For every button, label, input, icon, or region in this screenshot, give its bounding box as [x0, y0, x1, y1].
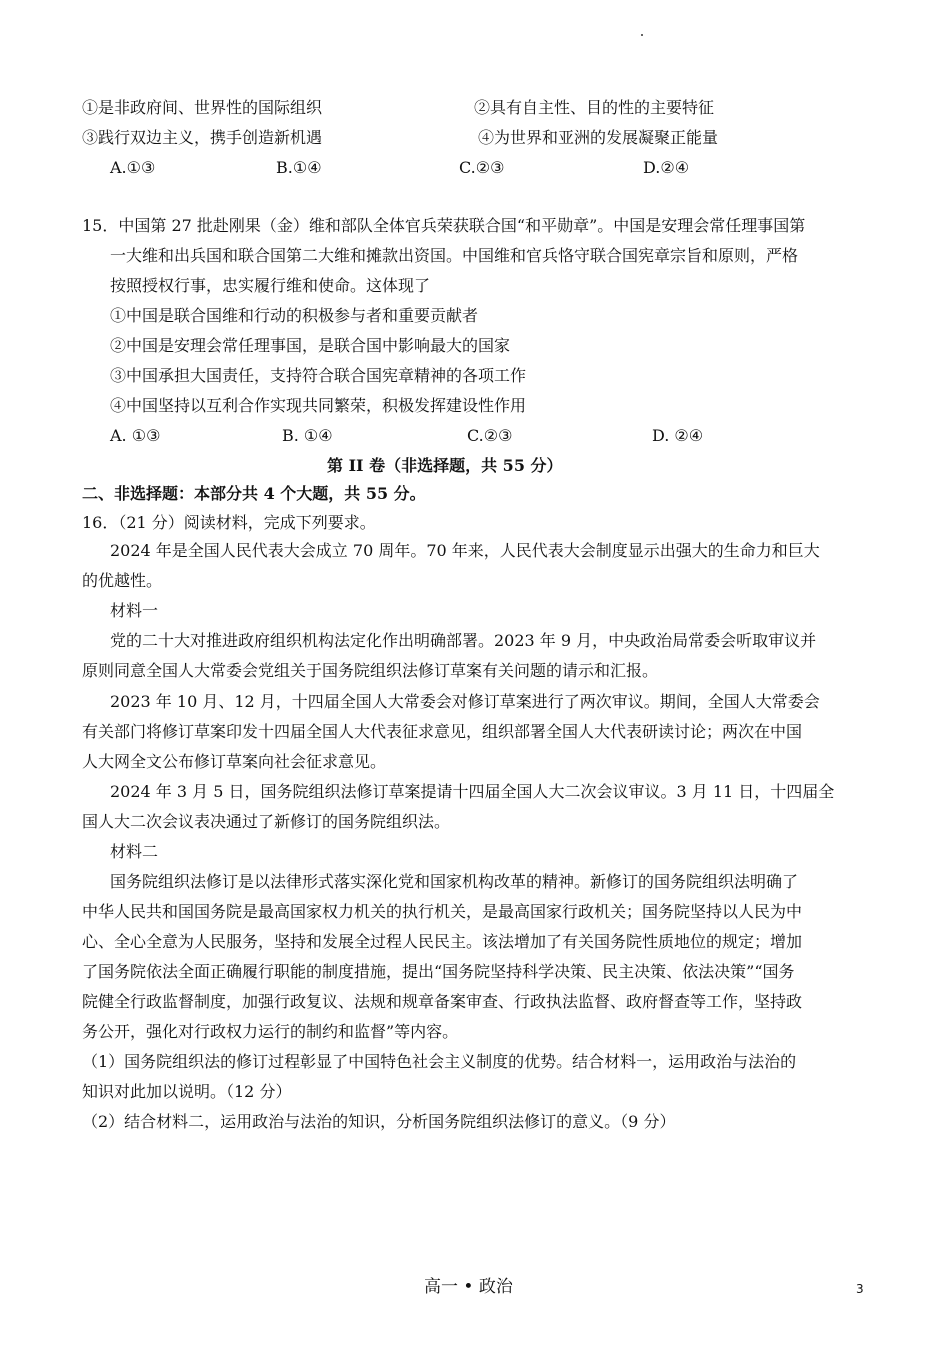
q15-option-3: ③中国承担大国责任，支持符合联合国宪章精神的各项工作 — [110, 366, 527, 385]
footer-subject: 高一 • 政治 — [424, 1277, 513, 1297]
header-dot — [641, 34, 643, 36]
m1-p1-line-2: 原则同意全国人大常委会党组关于国务院组织法修订草案有关问题的请示和汇报。 — [82, 661, 659, 680]
q14-option-2: ②具有自主性、目的性的主要特征 — [474, 98, 715, 117]
m2-p1-line-4: 了国务院依法全面正确履行职能的制度措施，提出“国务院坚持科学决策、民主决策、依法决策”“国务 — [82, 962, 795, 981]
q15-stem-line-3: 按照授权行事，忠实履行维和使命。这体现了 — [110, 276, 431, 295]
m2-p1-line-1: 国务院组织法修订是以法律形式落实深化党和国家机构改革的精神。新修订的国务院组织法明确了 — [110, 872, 799, 891]
q14-answer-d: D.②④ — [643, 158, 690, 177]
q14-answer-a: A.①③ — [110, 158, 156, 177]
q14-option-1: ①是非政府间、世界性的国际组织 — [82, 98, 323, 117]
section-title: 第 II 卷（非选择题，共 55 分） — [327, 456, 563, 475]
m1-p2-line-2: 有关部门将修订草案印发十四届全国人大代表征求意见，组织部署全国人大代表研读讨论；两次在中国 — [82, 722, 803, 741]
m2-p1-line-2: 中华人民共和国国务院是最高国家权力机关的执行机关，是最高国家行政机关；国务院坚持以人民为中 — [82, 902, 803, 921]
q15-option-4: ④中国坚持以互利合作实现共同繁荣，积极发挥建设性作用 — [110, 396, 527, 415]
m1-p3-line-2: 国人大二次会议表决通过了新修订的国务院组织法。 — [82, 812, 451, 831]
material-2-title: 材料二 — [110, 842, 159, 861]
q16-intro-line-2: 的优越性。 — [82, 571, 163, 590]
q14-answer-b: B.①④ — [276, 158, 322, 177]
q14-option-3: ③践行双边主义，携手创造新机遇 — [82, 128, 323, 147]
m1-p2-line-1: 2023 年 10 月、12 月，十四届全国人大常委会对修订草案进行了两次审议。期间，全国人大常委会 — [110, 692, 820, 711]
q16-intro-line-1: 2024 年是全国人民代表大会成立 70 周年。70 年来，人民代表大会制度显示出强大的生命力和巨大 — [110, 541, 820, 560]
q15-option-1: ①中国是联合国维和行动的积极参与者和重要贡献者 — [110, 306, 479, 325]
section-heading: 二、非选择题：本部分共 4 个大题，共 55 分。 — [82, 484, 426, 503]
q16-requirement-1-line-1: （1）国务院组织法的修订过程彰显了中国特色社会主义制度的优势。结合材料一，运用政治与法治的 — [82, 1052, 797, 1071]
m1-p3-line-1: 2024 年 3 月 5 日，国务院组织法修订草案提请十四届全国人大二次会议审议。3 月 11 日，十四届全 — [110, 782, 835, 801]
page-number: 3 — [856, 1282, 864, 1296]
q15-answer-c: C.②③ — [467, 426, 513, 445]
q15-stem-line-1: 15．中国第 27 批赴刚果（金）维和部队全体官兵荣获联合国“和平勋章”。中国是安理会常任理事国第 — [82, 216, 806, 235]
q15-answer-d: D. ②④ — [652, 426, 704, 445]
m2-p1-line-3: 心、全心全意为人民服务，坚持和发展全过程人民民主。该法增加了有关国务院性质地位的规定；增加 — [82, 932, 803, 951]
q15-option-2: ②中国是安理会常任理事国，是联合国中影响最大的国家 — [110, 336, 511, 355]
material-1-title: 材料一 — [110, 601, 159, 620]
q16-requirement-1-line-2: 知识对此加以说明。（12 分） — [82, 1082, 292, 1101]
q16-head: 16．（21 分）阅读材料，完成下列要求。 — [82, 513, 376, 532]
q14-option-4: ④为世界和亚洲的发展凝聚正能量 — [478, 128, 719, 147]
q14-answer-c: C.②③ — [459, 158, 505, 177]
m1-p1-line-1: 党的二十大对推进政府组织机构法定化作出明确部署。2023 年 9 月，中央政治局常委会听取审议并 — [110, 631, 817, 650]
q15-answer-b: B. ①④ — [282, 426, 333, 445]
q16-requirement-2: （2）结合材料二，运用政治与法治的知识，分析国务院组织法修订的意义。（9 分） — [82, 1112, 676, 1131]
m2-p1-line-5: 院健全行政监督制度，加强行政复议、法规和规章备案审查、行政执法监督、政府督查等工作，坚持政 — [82, 992, 803, 1011]
m1-p2-line-3: 人大网全文公布修订草案向社会征求意见。 — [82, 752, 387, 771]
q15-stem-line-2: 一大维和出兵国和联合国第二大维和摊款出资国。中国维和官兵恪守联合国宪章宗旨和原则，严格 — [110, 246, 799, 265]
q15-answer-a: A. ①③ — [110, 426, 161, 445]
m2-p1-line-6: 务公开，强化对行政权力运行的制约和监督”等内容。 — [82, 1022, 459, 1041]
